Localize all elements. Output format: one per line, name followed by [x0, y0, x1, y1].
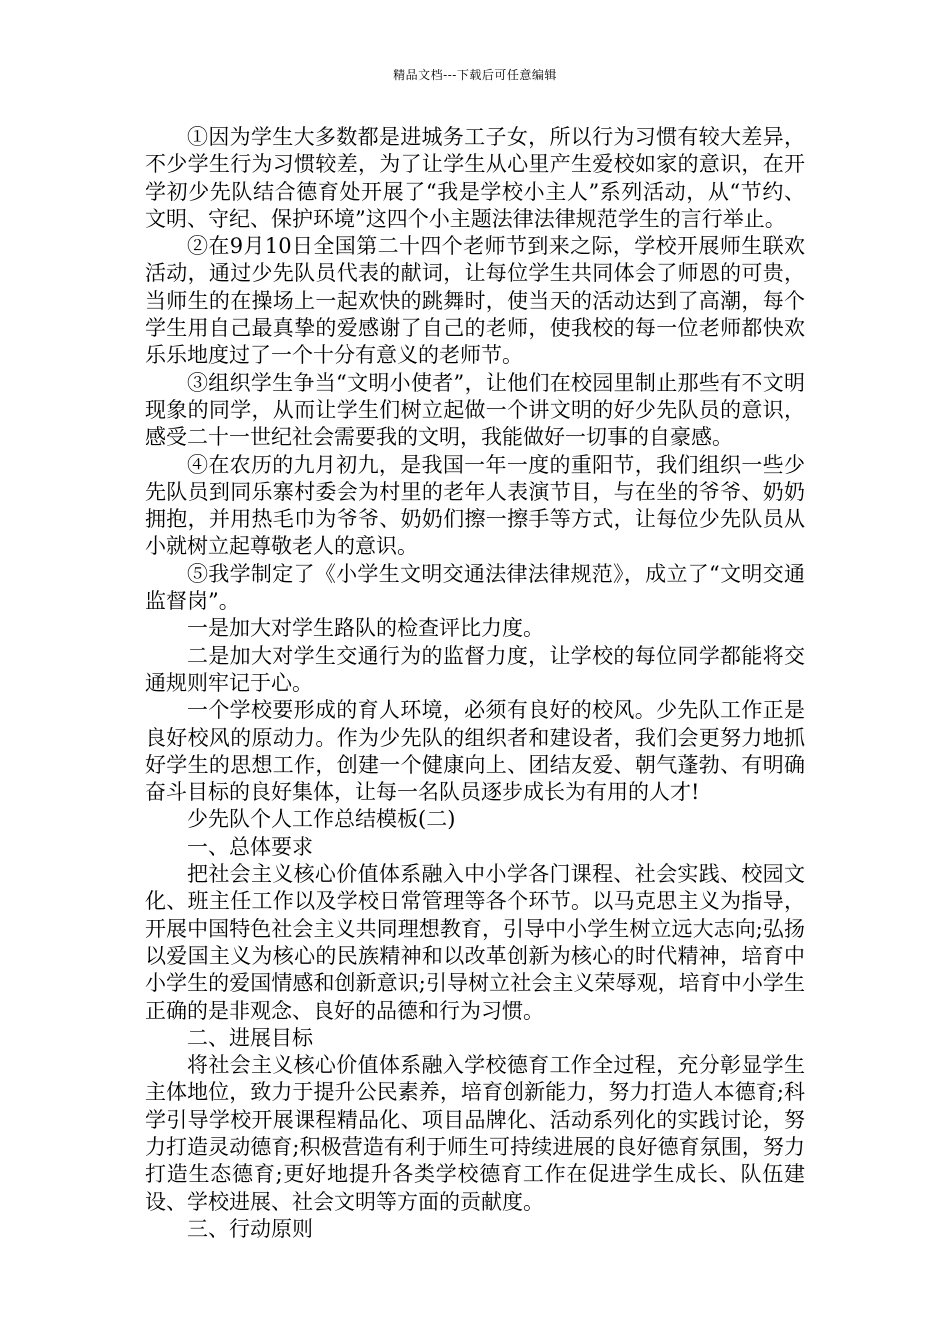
heading-action-principles: 三、行动原则 — [187, 1216, 313, 1241]
paragraph-activity-1: ①因为学生大多数都是进城务工子女，所以行为习惯有较大差异，不少学生行为习惯较差，为了让学生从心里产生爱校如家的意识，在开学初少先队结合德育处开展了“我是学校小主人”系列活动，从“节约、文明、守纪、保护环境”这四个小主题法律法律规范学生的言行举止。 — [145, 125, 805, 231]
paragraph-measure-2: 二是加大对学生交通行为的监督力度，让学校的每位同学都能将交通规则牢记于心。 — [145, 643, 805, 695]
page-header: 精品文档---下载后可任意编辑 — [393, 68, 557, 82]
paragraph-overall-requirements: 把社会主义核心价值体系融入中小学各门课程、社会实践、校园文化、班主任工作以及学校日常管理等各个环节。以马克思主义为指导，开展中国特色社会主义共同理想教育，引导中小学生树立远大志向;弘扬以爱国主义为核心的民族精神和以改革创新为核心的时代精神，培育中小学生的爱国情感和创新意识;引导树立社会主义荣辱观，培育中小学生正确的是非观念、良好的品德和行为习惯。 — [145, 862, 805, 1023]
paragraph-activity-5: ⑤我学制定了《小学生文明交通法律法律规范》，成立了“文明交通监督岗”。 — [145, 561, 805, 614]
paragraph-measure-1: 一是加大对学生路队的检查评比力度。 — [187, 616, 544, 641]
paragraph-conclusion: 一个学校要形成的育人环境，必须有良好的校风。少先队工作正是良好校风的原动力。作为少先队的组织者和建设者，我们会更努力地抓好学生的思想工作，创建一个健康向上、团结友爱、朝气蓬勃、有明确奋斗目标的良好集体，让每一名队员逐步成长为有用的人才! — [145, 698, 805, 805]
paragraph-activity-4: ④在农历的九月初九，是我国一年一度的重阳节，我们组织一些少先队员到同乐寨村委会为村里的老年人表演节目，与在坐的爷爷、奶奶拥抱，并用热毛巾为爷爷、奶奶们擦一擦手等方式，让每位少先队员从小就树立起尊敬老人的意识。 — [145, 452, 805, 559]
section-title-template-2: 少先队个人工作总结模板(二) — [187, 807, 456, 832]
document-body — [145, 124, 805, 1243]
heading-overall-requirements: 一、总体要求 — [187, 834, 313, 859]
heading-development-goals: 二、进展目标 — [187, 1025, 313, 1050]
paragraph-activity-2: ②在9月10日全国第二十四个老师节到来之际，学校开展师生联欢活动，通过少先队员代表的献词，让每位学生共同体会了师恩的可贵，当师生的在操场上一起欢快的跳舞时，使当天的活动达到了高潮，每个学生用自己最真挚的爱感谢了自己的老师，使我校的每一位老师都快欢乐乐地度过了一个十分有意义的老师节。 — [145, 234, 805, 368]
paragraph-activity-3: ③组织学生争当“文明小使者”，让他们在校园里制止那些有不文明现象的同学，从而让学生们树立起做一个讲文明的好少先队员的意识，感受二十一世纪社会需要我的文明，我能做好一切事的自豪感。 — [145, 370, 805, 450]
paragraph-development-goals: 将社会主义核心价值体系融入学校德育工作全过程，充分彰显学生主体地位，致力于提升公民素养，培育创新能力，努力打造人本德育;科学引导学校开展课程精品化、项目品牌化、活动系列化的实践讨论，努力打造灵动德育;积极营造有利于师生可持续进展的良好德育氛围，努力打造生态德育;更好地提升各类学校德育工作在促进学生成长、队伍建设、学校进展、社会文明等方面的贡献度。 — [145, 1053, 805, 1214]
